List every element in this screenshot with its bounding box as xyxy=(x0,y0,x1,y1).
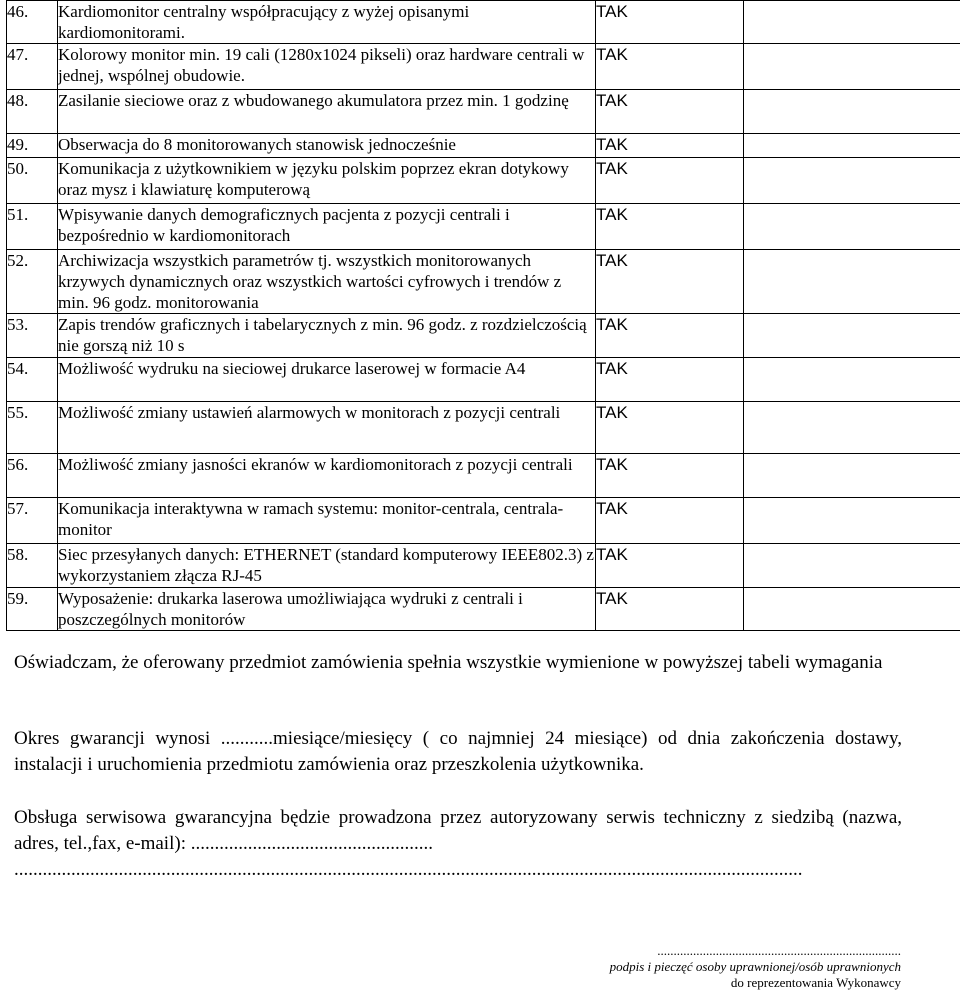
table-row xyxy=(7,204,960,250)
row-description: Możliwość zmiany ustawień alarmowych w monitorach z pozycji centrali xyxy=(58,402,596,454)
row-value: TAK xyxy=(596,90,744,134)
row-description: Kardiomonitor centralny współpracujący z wyżej opisanymi kardiomonitorami. xyxy=(58,1,596,44)
signature-line: ........................................................................... xyxy=(657,943,901,958)
table-row xyxy=(7,358,960,402)
row-value: TAK xyxy=(596,44,744,90)
row-number: 48. xyxy=(7,90,58,134)
row-number: 47. xyxy=(7,44,58,90)
row-value: TAK xyxy=(596,250,744,314)
row-number: 59. xyxy=(7,588,58,631)
row-number: 55. xyxy=(7,402,58,454)
row-description: Kolorowy monitor min. 19 cali (1280x1024 pikseli) oraz hardware centrali w jednej, wspólnej obudowie. xyxy=(58,44,596,90)
table-row xyxy=(7,158,960,204)
row-number: 49. xyxy=(7,134,58,158)
table-row xyxy=(7,588,960,631)
row-description: Obserwacja do 8 monitorowanych stanowisk jednocześnie xyxy=(58,134,596,158)
table-row xyxy=(7,544,960,588)
row-number: 52. xyxy=(7,250,58,314)
row-extra xyxy=(744,158,960,204)
row-description: Zasilanie sieciowe oraz z wbudowanego akumulatora przez min. 1 godzinę xyxy=(58,90,596,134)
table-row xyxy=(7,44,960,90)
row-extra xyxy=(744,544,960,588)
row-extra xyxy=(744,402,960,454)
warranty-text: Okres gwarancji wynosi ...........miesiące/miesięcy ( co najmniej 24 miesiące) od dnia zakończenia dostawy, instalacji i uruchomienia przedmiotu zamówienia oraz przeszkolenia użytkownika. xyxy=(14,728,902,775)
table-row xyxy=(7,90,960,134)
row-description: Wyposażenie: drukarka laserowa umożliwiająca wydruki z centrali i poszczególnych monitorów xyxy=(58,588,596,631)
table-row xyxy=(7,1,960,44)
row-extra xyxy=(744,358,960,402)
row-value: TAK xyxy=(596,402,744,454)
row-extra xyxy=(744,1,960,44)
row-extra xyxy=(744,44,960,90)
row-description: Możliwość zmiany jasności ekranów w kardiomonitorach z pozycji centrali xyxy=(58,454,596,498)
row-value: TAK xyxy=(596,134,744,158)
row-description: Siec przesyłanych danych: ETHERNET (standard komputerowy IEEE802.3) z wykorzystaniem złącza RJ-45 xyxy=(58,544,596,588)
row-extra xyxy=(744,250,960,314)
table-row xyxy=(7,250,960,314)
table-row xyxy=(7,498,960,544)
row-number: 51. xyxy=(7,204,58,250)
row-number: 58. xyxy=(7,544,58,588)
row-value: TAK xyxy=(596,544,744,588)
row-description: Wpisywanie danych demograficznych pacjenta z pozycji centrali i bezpośrednio w kardiomonitorach xyxy=(58,204,596,250)
table-row xyxy=(7,134,960,158)
row-value: TAK xyxy=(596,454,744,498)
service-text: Obsługa serwisowa gwarancyjna będzie prowadzona przez autoryzowany serwis techniczny z siedzibą (nazwa, adres, tel.,fax, e-mail): ................................................... xyxy=(14,807,902,854)
row-value: TAK xyxy=(596,204,744,250)
row-extra xyxy=(744,498,960,544)
signature-caption: podpis i pieczęć osoby uprawnionej/osób uprawnionych xyxy=(609,959,901,974)
table-row xyxy=(7,314,960,358)
row-number: 57. xyxy=(7,498,58,544)
row-value: TAK xyxy=(596,158,744,204)
row-extra xyxy=(744,454,960,498)
row-description: Komunikacja interaktywna w ramach systemu: monitor-centrala, centrala-monitor xyxy=(58,498,596,544)
row-value: TAK xyxy=(596,358,744,402)
declaration-text: Oświadczam, że oferowany przedmiot zamówienia spełnia wszystkie wymienione w powyższej tabeli wymagania xyxy=(14,652,883,673)
row-value: TAK xyxy=(596,498,744,544)
table-row xyxy=(7,454,960,498)
requirements-table xyxy=(6,0,960,631)
row-number: 56. xyxy=(7,454,58,498)
row-value: TAK xyxy=(596,588,744,631)
row-number: 46. xyxy=(7,1,58,44)
row-number: 50. xyxy=(7,158,58,204)
row-extra xyxy=(744,134,960,158)
row-description: Archiwizacja wszystkich parametrów tj. wszystkich monitorowanych krzywych dynamicznych oraz wszystkich wartości cyfrowych i trendów z min. 96 godz. monitorowania xyxy=(58,250,596,314)
table-row xyxy=(7,402,960,454)
row-extra xyxy=(744,90,960,134)
row-extra xyxy=(744,588,960,631)
row-extra xyxy=(744,314,960,358)
row-value: TAK xyxy=(596,1,744,44)
row-number: 54. xyxy=(7,358,58,402)
row-description: Komunikacja z użytkownikiem w języku polskim poprzez ekran dotykowy oraz mysz i klawiaturę komputerową xyxy=(58,158,596,204)
row-extra xyxy=(744,204,960,250)
row-description: Zapis trendów graficznych i tabelarycznych z min. 96 godz. z rozdzielczością nie gorszą niż 10 s xyxy=(58,314,596,358)
row-number: 53. xyxy=(7,314,58,358)
row-description: Możliwość wydruku na sieciowej drukarce laserowej w formacie A4 xyxy=(58,358,596,402)
signature-caption-2: do reprezentowania Wykonawcy xyxy=(730,975,901,990)
service-dots: ...................................................................................................................................................................... xyxy=(14,859,803,880)
signature-block xyxy=(610,943,901,991)
row-value: TAK xyxy=(596,314,744,358)
